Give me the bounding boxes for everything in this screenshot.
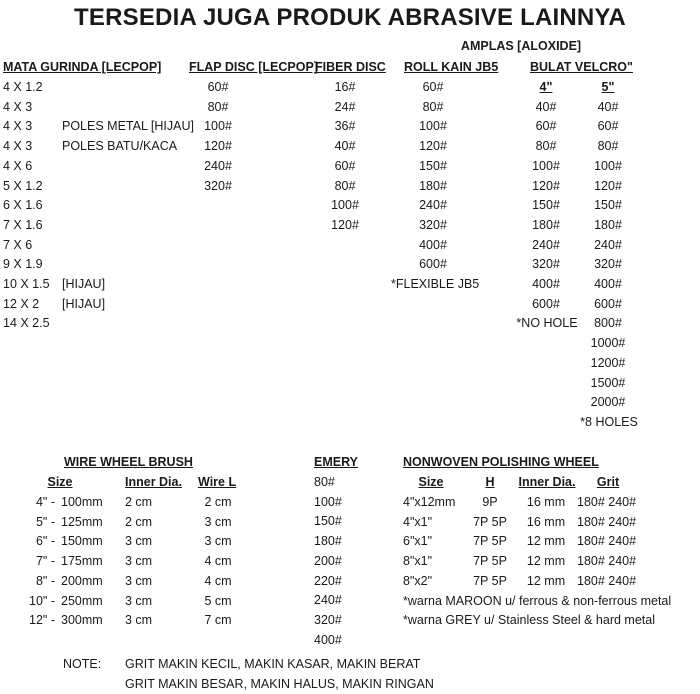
- velcro-5in-grit: 1200#: [590, 355, 626, 370]
- nonwoven-size: 6"x1": [403, 534, 433, 549]
- wire-wheel-inner-dia: 2 cm: [125, 495, 153, 509]
- velcro-5in-grit: 240#: [594, 237, 622, 252]
- mata-gurinda-size: 9 X 1.9: [3, 257, 43, 272]
- wire-wheel-inner-dia: 3 cm: [125, 554, 153, 569]
- wire-wheel-wire-length: 4 cm: [204, 554, 232, 569]
- wire-wheel-inner-dia: 3 cm: [125, 593, 153, 608]
- fiber-disc-grit: 16#: [334, 80, 356, 94]
- mata-gurinda-size: 12 X 2: [3, 296, 40, 311]
- wire-wheel-size-inch: 12" -: [29, 613, 55, 628]
- wire-wheel-wire-header: Wire L: [198, 475, 237, 489]
- mata-gurinda-size: 7 X 6: [3, 237, 33, 252]
- velcro-4in-grit: 150#: [532, 198, 560, 213]
- emery-grit: 400#: [314, 632, 342, 647]
- mata-gurinda-note: POLES BATU/KACA: [62, 139, 178, 154]
- mata-gurinda-size: 10 X 1.5: [3, 277, 50, 291]
- column-header-fiber-disc: FIBER DISC: [315, 60, 386, 74]
- wire-wheel-size-inch: 4" -: [35, 495, 55, 509]
- velcro-5in-grit: 1500#: [590, 375, 626, 390]
- emery-grit: 220#: [314, 573, 342, 588]
- wire-wheel-wire-length: 3 cm: [204, 514, 232, 529]
- column-header-mata-gurinda: MATA GURINDA [LECPOP]: [3, 60, 162, 74]
- column-header-bulat-velcro: BULAT VELCRO": [530, 60, 633, 74]
- velcro-5in-grit: 600#: [594, 296, 622, 311]
- fiber-disc-grit: 80#: [334, 178, 356, 193]
- emery-grit: 80#: [314, 475, 335, 489]
- wire-wheel-size-inch: 8" -: [35, 573, 55, 588]
- velcro-4in-grit: 180#: [532, 217, 560, 232]
- nonwoven-grit-header: Grit: [596, 475, 620, 489]
- section-header-wire-wheel: WIRE WHEEL BRUSH: [64, 455, 193, 469]
- roll-kain-grit: 120#: [419, 139, 447, 154]
- wire-wheel-wire-length: 7 cm: [204, 613, 232, 628]
- velcro-5in-grit: 400#: [594, 277, 622, 291]
- nonwoven-inner-dia: 12 mm: [526, 573, 566, 588]
- fiber-disc-grit: 60#: [334, 158, 356, 173]
- roll-kain-grit: 60#: [422, 80, 444, 94]
- fiber-disc-grit: 40#: [334, 139, 356, 154]
- roll-kain-note: *FLEXIBLE JB5: [391, 277, 480, 291]
- velcro-5in-grit: 60#: [597, 119, 619, 134]
- nonwoven-h: 7P 5P: [473, 534, 507, 549]
- fiber-disc-grit: 24#: [334, 99, 356, 114]
- emery-grit: 320#: [314, 612, 342, 627]
- wire-wheel-inner-dia: 2 cm: [125, 514, 153, 529]
- wire-wheel-size-mm: 300mm: [61, 613, 103, 628]
- roll-kain-grit: 600#: [419, 257, 447, 272]
- emery-grit: 100#: [314, 494, 342, 509]
- flap-disc-grit: 240#: [204, 158, 232, 173]
- nonwoven-inner-header: Inner Dia.: [518, 475, 576, 489]
- mata-gurinda-size: 7 X 1.6: [3, 217, 43, 232]
- velcro-5in-note: *8 HOLES: [580, 415, 638, 429]
- section-header-nonwoven: NONWOVEN POLISHING WHEEL: [403, 455, 599, 469]
- fiber-disc-grit: 100#: [331, 198, 359, 213]
- velcro-5in-grit: 800#: [594, 316, 622, 331]
- nonwoven-size: 8"x1": [403, 554, 433, 569]
- mata-gurinda-note: POLES METAL [HIJAU]: [62, 119, 194, 134]
- nonwoven-size-header: Size: [418, 475, 444, 489]
- roll-kain-grit: 240#: [419, 198, 447, 213]
- wire-wheel-size-inch: 5" -: [35, 514, 55, 529]
- velcro-4in-grit: 80#: [535, 139, 557, 154]
- wire-wheel-size-inch: 10" -: [29, 593, 55, 608]
- wire-wheel-size-mm: 250mm: [61, 593, 103, 608]
- velcro-5in-grit: 180#: [594, 217, 622, 232]
- velcro-5in-header: 5": [601, 80, 615, 94]
- wire-wheel-wire-length: 3 cm: [204, 534, 232, 549]
- flap-disc-grit: 120#: [204, 139, 232, 154]
- roll-kain-grit: 400#: [419, 237, 447, 252]
- velcro-5in-grit: 40#: [597, 99, 619, 114]
- mata-gurinda-size: 4 X 3: [3, 139, 33, 154]
- velcro-4in-grit: 60#: [535, 119, 557, 134]
- nonwoven-h: 7P 5P: [473, 514, 507, 529]
- mata-gurinda-size: 14 X 2.5: [3, 316, 50, 331]
- mata-gurinda-size: 4 X 1.2: [3, 80, 43, 94]
- mata-gurinda-size: 5 X 1.2: [3, 178, 43, 193]
- flap-disc-grit: 320#: [204, 178, 232, 193]
- velcro-5in-grit: 120#: [594, 178, 622, 193]
- wire-wheel-size-header: Size: [47, 475, 73, 489]
- wire-wheel-size-mm: 150mm: [61, 534, 103, 549]
- wire-wheel-inner-dia: 3 cm: [125, 534, 153, 549]
- velcro-4in-grit: 100#: [532, 158, 560, 173]
- wire-wheel-size-mm: 100mm: [61, 495, 103, 509]
- wire-wheel-inner-header: Inner Dia.: [125, 475, 182, 489]
- wire-wheel-size-mm: 125mm: [61, 514, 103, 529]
- velcro-5in-grit: 320#: [594, 257, 622, 272]
- nonwoven-h: 7P 5P: [473, 554, 507, 569]
- section-header-amplas: AMPLAS [ALOXIDE]: [460, 39, 582, 53]
- roll-kain-grit: 80#: [422, 99, 444, 114]
- emery-grit: 200#: [314, 553, 342, 568]
- mata-gurinda-size: 6 X 1.6: [3, 198, 43, 213]
- roll-kain-grit: 320#: [419, 217, 447, 232]
- nonwoven-inner-dia: 16 mm: [526, 514, 566, 529]
- fiber-disc-grit: 120#: [331, 217, 359, 232]
- wire-wheel-size-mm: 175mm: [61, 554, 103, 569]
- nonwoven-grit: 180# 240#: [577, 534, 637, 549]
- flap-disc-grit: 60#: [207, 80, 229, 94]
- nonwoven-grit: 180# 240#: [577, 514, 637, 529]
- velcro-4in-grit: 240#: [532, 237, 560, 252]
- velcro-4in-note: *NO HOLE: [516, 316, 578, 330]
- velcro-5in-grit: 2000#: [590, 395, 626, 410]
- wire-wheel-inner-dia: 3 cm: [125, 573, 153, 588]
- emery-grit: 240#: [314, 593, 342, 608]
- nonwoven-size: 8"x2": [403, 573, 433, 588]
- column-header-roll-kain: ROLL KAIN JB5: [404, 60, 499, 74]
- wire-wheel-size-inch: 7" -: [35, 554, 55, 569]
- column-header-flap-disc: FLAP DISC [LECPOP]: [189, 60, 318, 74]
- emery-grit: 150#: [314, 514, 342, 529]
- velcro-5in-grit: 80#: [597, 139, 619, 154]
- nonwoven-inner-dia: 12 mm: [526, 554, 566, 569]
- mata-gurinda-size: 4 X 6: [3, 158, 33, 173]
- roll-kain-grit: 100#: [419, 119, 447, 134]
- nonwoven-grit: 180# 240#: [577, 495, 637, 509]
- velcro-4in-header: 4": [539, 80, 553, 94]
- emery-grit: 180#: [314, 534, 342, 549]
- wire-wheel-wire-length: 4 cm: [204, 573, 232, 588]
- roll-kain-grit: 150#: [419, 158, 447, 173]
- velcro-4in-grit: 600#: [532, 296, 560, 311]
- fiber-disc-grit: 36#: [334, 119, 356, 134]
- wire-wheel-size-inch: 6" -: [35, 534, 55, 549]
- velcro-5in-grit: 100#: [594, 158, 622, 173]
- note-label: NOTE:: [63, 657, 102, 671]
- wire-wheel-inner-dia: 3 cm: [125, 613, 153, 628]
- mata-gurinda-note: [HIJAU]: [62, 296, 106, 311]
- velcro-4in-grit: 120#: [532, 178, 560, 193]
- nonwoven-h-header: H: [485, 475, 495, 489]
- nonwoven-color-note: *warna GREY u/ Stainless Steel & hard metal: [403, 613, 655, 628]
- velcro-5in-grit: 1000#: [590, 336, 626, 351]
- mata-gurinda-size: 4 X 3: [3, 119, 33, 134]
- flap-disc-grit: 80#: [207, 99, 229, 114]
- roll-kain-grit: 180#: [419, 178, 447, 193]
- nonwoven-h: 9P: [482, 495, 498, 509]
- flap-disc-grit: 100#: [204, 119, 232, 134]
- nonwoven-size: 4"x12mm: [403, 495, 456, 509]
- velcro-4in-grit: 40#: [535, 99, 557, 114]
- note-line: GRIT MAKIN BESAR, MAKIN HALUS, MAKIN RINGAN: [125, 677, 434, 691]
- nonwoven-color-note: *warna MAROON u/ ferrous & non-ferrous metal: [403, 593, 672, 608]
- mata-gurinda-size: 4 X 3: [3, 99, 33, 114]
- velcro-4in-grit: 320#: [532, 257, 560, 272]
- velcro-5in-grit: 150#: [594, 198, 622, 213]
- note-line: GRIT MAKIN KECIL, MAKIN KASAR, MAKIN BERAT: [125, 657, 421, 671]
- wire-wheel-wire-length: 2 cm: [204, 495, 232, 509]
- nonwoven-h: 7P 5P: [473, 573, 507, 588]
- nonwoven-inner-dia: 16 mm: [526, 495, 566, 509]
- nonwoven-grit: 180# 240#: [577, 573, 637, 588]
- mata-gurinda-note: [HIJAU]: [62, 277, 106, 291]
- nonwoven-size: 4"x1": [403, 514, 433, 529]
- nonwoven-inner-dia: 12 mm: [526, 534, 566, 549]
- velcro-4in-grit: 400#: [532, 277, 560, 291]
- wire-wheel-wire-length: 5 cm: [204, 593, 232, 608]
- wire-wheel-size-mm: 200mm: [61, 573, 103, 588]
- page-title: TERSEDIA JUGA PRODUK ABRASIVE LAINNYA: [74, 4, 626, 31]
- section-header-emery: EMERY: [314, 455, 358, 469]
- nonwoven-grit: 180# 240#: [577, 554, 637, 569]
